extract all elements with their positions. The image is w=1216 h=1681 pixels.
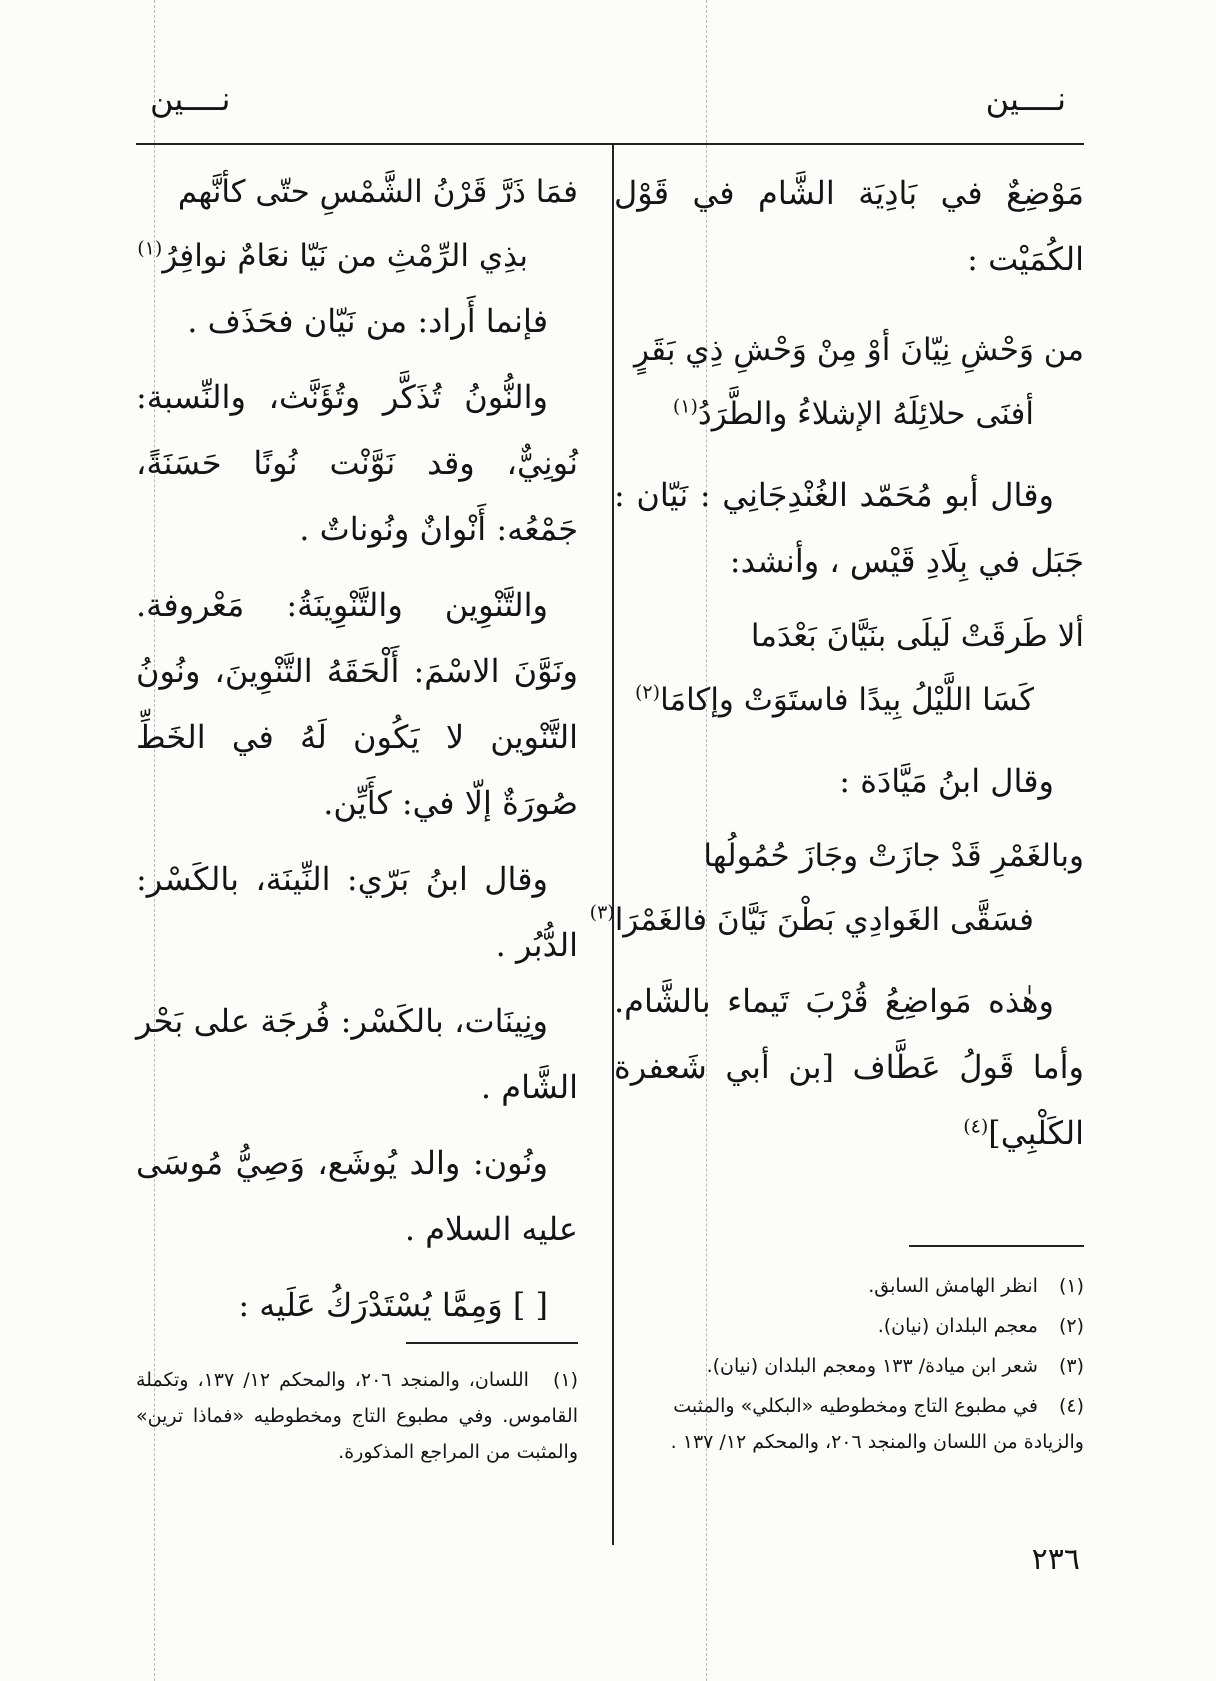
entry-paragraph: مَوْضِعٌ في بَادِيَة الشَّام في قَوْل الكُمَيْت : (614, 174, 1084, 278)
footnote-ref: (٤) (963, 1115, 989, 1138)
footnote-number: (٣) (1058, 1355, 1084, 1377)
footnote (614, 1268, 1084, 1304)
footnote-number: (١) (1058, 1275, 1084, 1297)
entry-paragraph: وقال ابنُ بَرّي: النِّينَة، بالكَسْر: الدُّبُر . (136, 860, 578, 964)
footnote-rule (909, 1245, 1084, 1247)
entry-paragraph: والنُّونُ تُذَكَّر وتُؤَنَّث، والنِّسبة: نُونِيٌّ، وقد نَوَّنْت نُونًا حَسَنَةً، جَمْعُه: أَنْوانٌ ونُوناتٌ . (136, 378, 578, 548)
verse-line (589, 888, 1084, 952)
running-header-left: نــــين (150, 80, 231, 118)
page-number: ٢٣٦ (1031, 1542, 1080, 1577)
verse-text: فسَقَّى الغَوادِي بَطْنَ نَيَّانَ فالغَمْرَا (614, 902, 1034, 938)
footnote-rule (406, 1342, 578, 1344)
footnote-number: (٤) (1058, 1395, 1084, 1417)
footnote-text: في مطبوع التاج ومخطوطيه «البكلي» والمثبت والزيادة من اللسان والمنجد ٢٠٦، والمحكم ١٢/ ١٣٧ . (670, 1395, 1084, 1453)
verse-line (614, 604, 1084, 668)
verse-line (614, 382, 1084, 446)
verse-line (614, 668, 1084, 732)
footnote-ref: (١) (137, 237, 163, 260)
footnote-text: معجم البلدان (نيان). (877, 1315, 1038, 1337)
verse-text: فمَا ذَرَّ قَرْنُ الشَّمْسِ حتّى كأنَّهم (177, 174, 578, 210)
footnote (614, 1348, 1084, 1384)
footnote-text: شعر ابن ميادة/ ١٣٣ ومعجم البلدان (نيان). (706, 1355, 1038, 1377)
footnote-text: انظر الهامش السابق. (868, 1275, 1038, 1297)
entry-paragraph (614, 968, 1084, 1166)
entry-paragraph: [ ] وَمِمَّا يُسْتَدْرَكُ عَلَيه : (238, 1286, 548, 1324)
left-column (136, 160, 578, 1348)
verse-text: كَسَا اللَّيْلُ بِيدًا فاستَوَتْ وإكامَا (660, 682, 1034, 718)
running-header-right: نــــين (985, 80, 1066, 118)
entry-paragraph: وقال أبو مُحَمّد الغُنْدِجَانِي : نَيّان : جَبَل في بِلَادِ قَيْس ، وأنشد: (614, 476, 1084, 580)
footnote (614, 1308, 1084, 1344)
verse-line (614, 824, 1084, 888)
verse-text: ألا طَرقَتْ لَيلَى بنَيَّانَ بَعْدَما (750, 618, 1084, 654)
verse-line (136, 224, 578, 288)
footnote-number: (٢) (1058, 1315, 1084, 1337)
verse-text: بذِي الرِّمْثِ من نَيّا نعَامٌ نوافِرُ (162, 238, 528, 274)
paragraph-text: وهٰذه مَواضِعُ قُرْبَ تَيماء بالشَّام. وأما قَولُ عَطَّاف [بن أبي شَعفرة الكَلْبِي] (614, 982, 1084, 1152)
verse-line (614, 318, 1084, 382)
entry-paragraph: وقال ابنُ مَيَّادَة : (839, 762, 1054, 800)
footnote (136, 1362, 578, 1470)
verse-text: أفنَى حلائِلَهُ الإشلاءُ والطَّرَدُ (697, 396, 1034, 432)
header-rule (136, 143, 1084, 145)
verse-text: وبالغَمْرِ قَدْ جازَتْ وجَازَ حُمُولُها (703, 838, 1084, 874)
entry-paragraph: فإنما أَراد: من نَيّان فحَذَف . (187, 302, 548, 340)
footnotes-right (614, 1268, 1084, 1464)
footnote-number: (١) (552, 1369, 578, 1391)
footnote-text: اللسان، والمنجد ٢٠٦، والمحكم ١٢/ ١٣٧، وتكملة القاموس. وفي مطبوع التاج ومخطوطيه «فماذا ترين» والمثبت من المراجع المذكورة. (136, 1369, 578, 1463)
footnotes-left (136, 1362, 578, 1474)
entry-paragraph: ونِينَات، بالكَسْر: فُرجَة على بَحْر الشَّام . (136, 1002, 578, 1106)
footnote-ref: (٢) (635, 681, 661, 704)
footnote (614, 1388, 1084, 1460)
right-column (589, 160, 1084, 1176)
footnote-ref: (٣) (589, 901, 615, 924)
verse-text: من وَحْشِ نِيّانَ أوْ مِنْ وَحْشِ ذِي بَقَرٍ (634, 332, 1084, 368)
footnote-ref: (١) (672, 395, 698, 418)
entry-paragraph: ونُون: والد يُوشَع، وَصِيُّ مُوسَى عليه السلام . (136, 1144, 578, 1248)
verse-line (136, 160, 578, 224)
entry-paragraph: والتَّنْوِين والتَّنْوِينَةُ: مَعْروفة. ونَوَّنَ الاسْمَ: أَلْحَقَهُ التَّنْوِينَ، ونُونُ التَّنْوين لا يَكُون لَهُ في الخَطِّ صُورَةٌ إلّا في: كأَيِّن. (136, 586, 578, 822)
